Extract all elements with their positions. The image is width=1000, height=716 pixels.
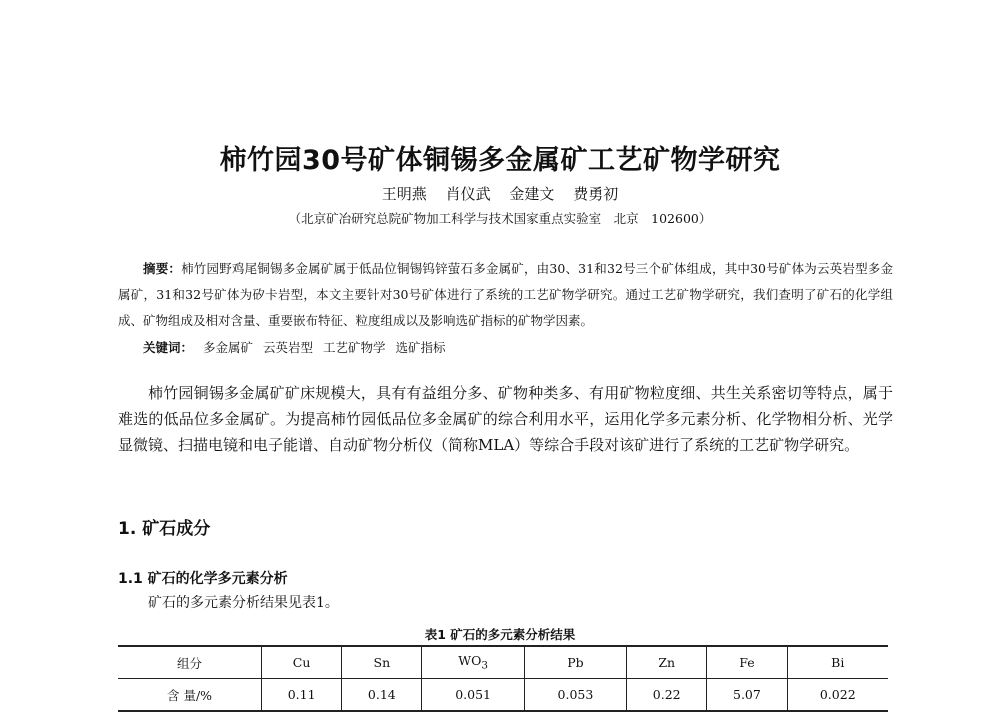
author: 费勇初 bbox=[573, 185, 619, 203]
table-header-cell bbox=[422, 646, 524, 679]
keyword: 云英岩型 bbox=[263, 340, 314, 355]
abstract-text: 柿竹园野鸡尾铜锡多金属矿属于低品位铜锡钨锌萤石多金属矿，由30、31和32号三个矿体组成，其中30号矿体为云英岩型多金属矿，31和32号矿体为矽卡岩型，本文主要针对30号矿体进行了系统的工艺矿物学研究。通过工艺矿物学研究，我们查明了矿石的化学组成、矿物组成及相对含量、重要嵌布特征、粒度组成以及影响选矿指标的矿物学因素。 bbox=[118, 261, 893, 328]
subsection-text: 矿石的多元素分析结果见表1。 bbox=[148, 595, 339, 611]
table-header-cell: Cu bbox=[262, 646, 342, 679]
section-heading: 1. 矿石成分 bbox=[118, 519, 211, 539]
table-cell: 0.11 bbox=[262, 679, 342, 712]
table-cell: 0.051 bbox=[422, 679, 524, 712]
table-cell: 5.07 bbox=[707, 679, 787, 712]
keyword: 多金属矿 bbox=[203, 340, 254, 355]
table-header-cell: Zn bbox=[627, 646, 707, 679]
table-row bbox=[118, 679, 888, 712]
table-row-label: 含 量/% bbox=[118, 679, 262, 712]
table-cell: 0.022 bbox=[787, 679, 888, 712]
keywords-label: 关键词： bbox=[143, 340, 194, 355]
table-header-cell: Pb bbox=[524, 646, 626, 679]
table-header-cell: Sn bbox=[342, 646, 422, 679]
author: 金建文 bbox=[509, 185, 555, 203]
table-cell: 0.14 bbox=[342, 679, 422, 712]
table-header-cell: Fe bbox=[707, 646, 787, 679]
table-cell: 0.22 bbox=[627, 679, 707, 712]
wo3-label: $WO_3$ bbox=[458, 653, 488, 672]
table-caption: 表1 矿石的多元素分析结果 bbox=[424, 627, 576, 642]
table-header-row bbox=[118, 646, 888, 679]
subsection-heading: 1.1 矿石的化学多元素分析 bbox=[118, 571, 288, 587]
author-list bbox=[0, 183, 1000, 204]
element-analysis-table bbox=[118, 645, 888, 712]
table-header-cell: Bi bbox=[787, 646, 888, 679]
affiliation: （北京矿冶研究总院矿物加工科学与技术国家重点实验室 北京 102600） bbox=[288, 211, 712, 226]
abstract-label: 摘要： bbox=[143, 261, 182, 276]
table-cell: 0.053 bbox=[524, 679, 626, 712]
keyword: 工艺矿物学 bbox=[323, 340, 386, 355]
table-row-label: 组分 bbox=[118, 646, 262, 679]
author: 王明燕 bbox=[381, 185, 427, 203]
keyword: 选矿指标 bbox=[395, 340, 446, 355]
author: 肖仪武 bbox=[445, 185, 491, 203]
paper-title: 柿竹园30号矿体铜锡多金属矿工艺矿物学研究 bbox=[219, 145, 781, 176]
keywords bbox=[143, 338, 446, 356]
abstract bbox=[118, 256, 893, 334]
body-paragraph: 柿竹园铜锡多金属矿矿床规模大，具有有益组分多、矿物种类多、有用矿物粒度细、共生关系密切等特点，属于难选的低品位多金属矿。为提高柿竹园低品位多金属矿的综合利用水平，运用化学多元素分析、化学物相分析、光学显微镜、扫描电镜和电子能谱、自动矿物分析仪（简称MLA）等综合手段对该矿进行了系统的工艺矿物学研究。 bbox=[118, 384, 893, 454]
